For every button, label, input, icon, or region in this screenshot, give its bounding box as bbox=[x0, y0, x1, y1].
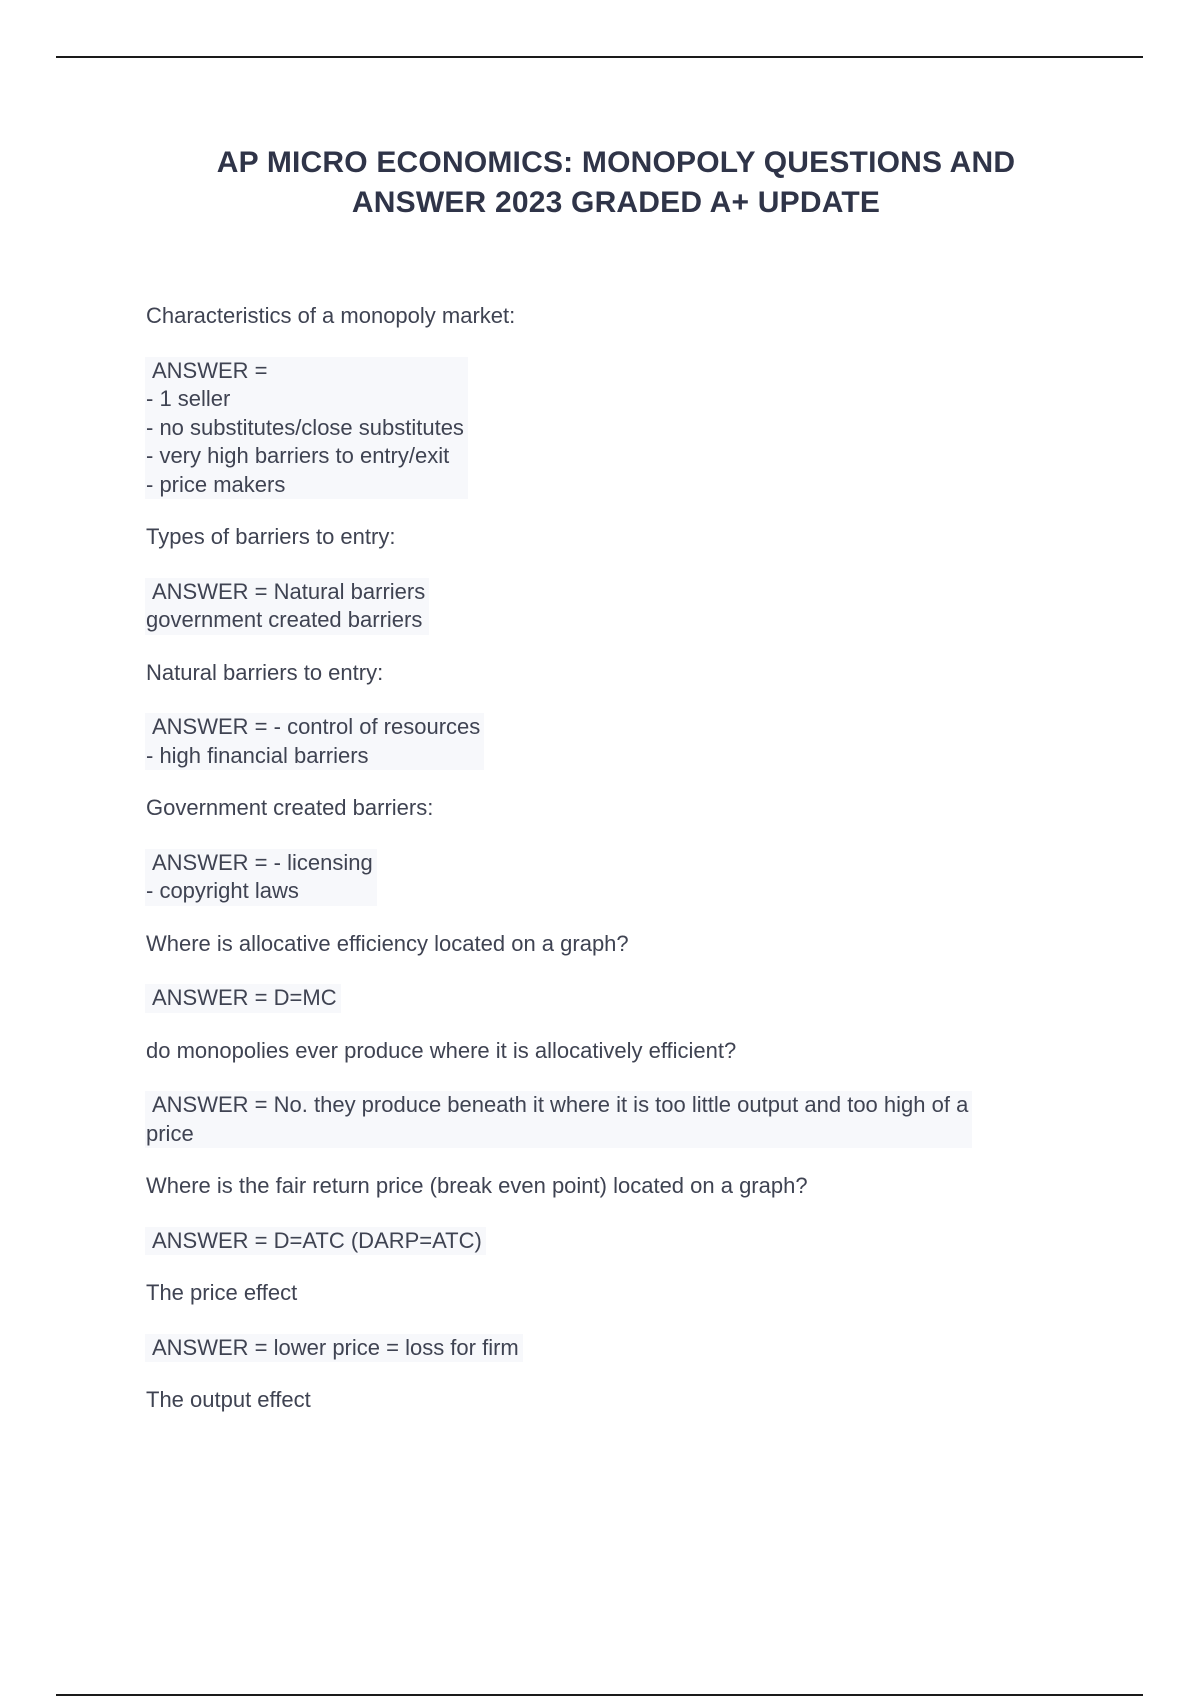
answer-text bbox=[145, 713, 484, 770]
answer-lead: ANSWER = lower price = loss for firm bbox=[152, 1334, 519, 1360]
question-text: Characteristics of a monopoly market: bbox=[146, 303, 516, 328]
question-text: The output effect bbox=[146, 1387, 311, 1412]
qa-item bbox=[145, 930, 1065, 1037]
qa-item bbox=[145, 302, 1065, 523]
answer-rest: government created barriers bbox=[146, 607, 423, 632]
qa-item bbox=[145, 1386, 1065, 1415]
answer-lead: ANSWER = No. they produce beneath it where it is too little output and too high of a bbox=[152, 1092, 969, 1117]
qa-list bbox=[145, 302, 1065, 1415]
answer-rest: - copyright laws bbox=[146, 878, 299, 903]
answer-lead: ANSWER = Natural barriers bbox=[152, 578, 426, 604]
answer-rest: - high financial barriers bbox=[146, 742, 369, 768]
document-title bbox=[56, 143, 1176, 223]
answer-text bbox=[145, 1227, 486, 1256]
answer-text bbox=[145, 357, 468, 500]
question-text: Where is allocative efficiency located on a graph? bbox=[146, 930, 629, 956]
answer-rest: price bbox=[146, 1120, 194, 1146]
answer-text bbox=[145, 849, 377, 906]
answer-lead: ANSWER = - control of resources bbox=[152, 714, 481, 739]
answer-rest: - 1 seller - no substitutes/close substitutes - very high barriers to entry/exit - price makers bbox=[146, 386, 464, 497]
qa-item bbox=[145, 1279, 1065, 1386]
qa-item bbox=[145, 659, 1065, 795]
answer-text bbox=[145, 1091, 972, 1148]
answer-lead: ANSWER = - licensing bbox=[152, 849, 373, 875]
question-text: Government created barriers: bbox=[146, 795, 434, 820]
answer-lead: ANSWER = D=MC bbox=[152, 985, 337, 1010]
title-line-2: ANSWER 2023 GRADED A+ UPDATE bbox=[351, 186, 881, 219]
qa-item bbox=[145, 523, 1065, 659]
answer-text bbox=[145, 578, 429, 635]
bottom-rule bbox=[56, 1694, 1143, 1696]
answer-lead: ANSWER = D=ATC (DARP=ATC) bbox=[152, 1227, 482, 1253]
question-text: Natural barriers to entry: bbox=[146, 659, 384, 685]
answer-text bbox=[145, 1334, 523, 1363]
question-text: do monopolies ever produce where it is allocatively efficient? bbox=[146, 1037, 737, 1063]
answer-text bbox=[145, 984, 341, 1013]
question-text: Types of barriers to entry: bbox=[146, 524, 396, 549]
qa-item bbox=[145, 1172, 1065, 1279]
qa-item bbox=[145, 794, 1065, 930]
top-rule bbox=[56, 56, 1143, 58]
title-line-1: AP MICRO ECONOMICS: MONOPOLY QUESTIONS AND bbox=[216, 146, 1016, 179]
question-text: The price effect bbox=[146, 1280, 298, 1305]
qa-item bbox=[145, 1037, 1065, 1173]
question-text: Where is the fair return price (break even point) located on a graph? bbox=[146, 1173, 808, 1198]
answer-lead: ANSWER = bbox=[152, 357, 268, 383]
